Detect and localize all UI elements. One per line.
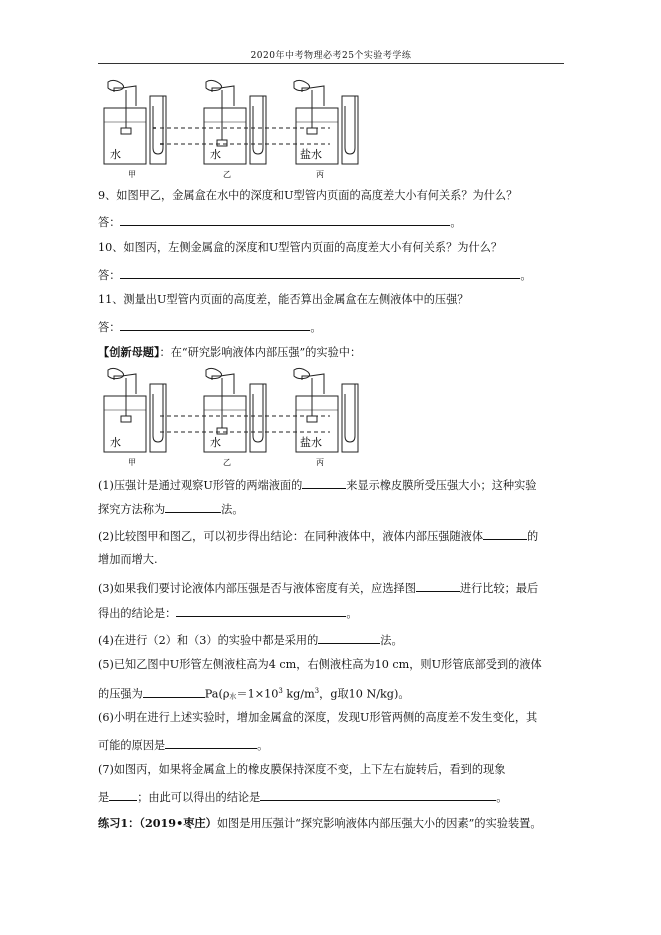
item-5-text-c: Pa(ρ (204, 687, 230, 701)
innovation-heading (98, 344, 568, 361)
item-1-text-c: 探究方法称为 (98, 503, 166, 516)
item-6-text-c: 。 (257, 739, 269, 752)
item-6-text-b: 可能的原因是 (98, 739, 166, 752)
item-7-line-2 (98, 788, 568, 806)
fig1-saltwater-label: 盐水 (300, 148, 322, 161)
item-5-text-e: ＝1×10 (236, 687, 279, 701)
item-7-text-c: ；由此可以得出的结论是 (137, 791, 261, 804)
item-5-sup-m3: 3 (314, 687, 320, 695)
fig2-saltwater-label: 盐水 (300, 436, 322, 449)
period: 。 (310, 321, 322, 334)
question-9 (98, 188, 568, 204)
fig1-caption-yi: 乙 (223, 170, 231, 178)
fig1-caption-bing: 丙 (316, 170, 324, 178)
item-2-line-2 (98, 552, 568, 568)
item-1-line-1 (98, 476, 568, 494)
page-header: 2020年中考物理必考25个实验考学练 (250, 51, 412, 61)
item-7-blank-1[interactable] (109, 788, 137, 801)
fig1-water-label-b: 水 (210, 148, 221, 161)
innovation-intro: ：在“研究影响液体内部压强”的实验中： (159, 346, 362, 359)
fig2-water-label-a: 水 (110, 436, 121, 449)
item-5-text-g: kg/m (282, 687, 315, 701)
innovation-title: 【创新母题】 (98, 345, 160, 359)
item-5-line-1 (98, 657, 568, 673)
period: 。 (520, 269, 532, 282)
item-7-line-1 (98, 762, 568, 778)
item-6-line-2 (98, 736, 568, 754)
question-10-text: 10、如图丙，左侧金属盒的深度和U型管内页面的高度差大小有何关系？为什么？ (98, 241, 503, 254)
answer-prefix: 答： (98, 321, 121, 334)
item-5-blank[interactable] (143, 685, 205, 698)
fig1-water-label-a: 水 (110, 148, 121, 161)
item-1-text-b: 来显示橡皮膜所受压强大小；这种实验 (346, 479, 537, 492)
item-1-blank-1[interactable] (302, 476, 346, 489)
item-3-text-a: (3)如果我们要讨论液体内部压强是否与液体密度有关，应选择图 (98, 582, 416, 595)
item-3-line-1 (98, 579, 568, 597)
question-11 (98, 292, 568, 308)
item-7-text-a: (7)如图丙，如果将金属盒上的橡皮膜保持深度不变，上下左右旋转后，看到的现象 (98, 763, 506, 776)
experiment-figure-2 (98, 366, 398, 466)
fig2-caption-bing: 丙 (316, 458, 324, 466)
item-7-text-b: 是 (98, 791, 110, 804)
practice-text: 如图是用压强计“探究影响液体内部压强大小的因素”的实验装置。 (216, 817, 542, 830)
item-2-line-1 (98, 527, 568, 545)
fig2-water-label-b: 水 (210, 436, 221, 449)
answer-prefix: 答： (98, 269, 121, 282)
question-11-answer (98, 318, 568, 336)
answer-blank[interactable] (120, 318, 310, 331)
item-5-text-b: 的压强为 (98, 687, 143, 701)
item-4-line (98, 631, 568, 649)
header-rule (98, 63, 564, 64)
item-6-line-1 (98, 710, 568, 726)
item-4-text-b: 法。 (380, 634, 403, 647)
item-3-text-d: 。 (346, 607, 358, 620)
question-11-text: 11、测量出U型管内页面的高度差，能否算出金属盒在左侧液体中的压强？ (98, 293, 469, 306)
item-5-text-a: (5)已知乙图中U形管左侧液柱高为4 cm，右侧液柱高为10 cm，则U形管底部受到的液体 (98, 658, 542, 671)
practice-source: （2019•枣庄） (139, 816, 217, 830)
experiment-figure-svg-2 (98, 366, 398, 466)
item-3-text-b: 进行比较；最后 (459, 582, 539, 595)
item-5-sup-3: 3 (278, 687, 283, 695)
answer-blank[interactable] (120, 213, 450, 226)
period: 。 (450, 216, 462, 229)
item-3-blank-1[interactable] (416, 579, 460, 592)
answer-prefix: 答： (98, 216, 121, 229)
question-10-answer (98, 266, 568, 284)
item-6-text-a: (6)小明在进行上述实验时，增加金属盒的深度，发现U形管两侧的高度差不发生变化，其 (98, 711, 538, 724)
item-1-line-2 (98, 500, 568, 518)
item-2-text-c: 增加而增大. (98, 553, 158, 566)
practice-label: 练习1： (98, 816, 140, 830)
item-6-blank[interactable] (165, 736, 257, 749)
item-1-blank-2[interactable] (165, 500, 221, 513)
item-5-line-2 (98, 683, 568, 705)
item-3-line-2 (98, 604, 568, 622)
item-7-blank-2[interactable] (260, 788, 496, 801)
experiment-figure-1 (98, 78, 398, 178)
item-1-text-d: 法。 (221, 503, 244, 516)
item-5-text-i: ，g取10 N/kg)。 (319, 687, 410, 701)
item-5-sub-water: 水 (229, 692, 237, 701)
experiment-figure-svg-1 (98, 78, 398, 178)
fig2-caption-yi: 乙 (223, 458, 231, 466)
question-9-text: 9、如图甲乙，金属盒在水中的深度和U型管内页面的高度差大小有何关系？为什么？ (98, 189, 518, 202)
item-2-text-a: (2)比较图甲和图乙，可以初步得出结论：在同种液体中，液体内部压强随液体 (98, 530, 484, 543)
item-4-blank[interactable] (318, 631, 380, 644)
practice-1 (98, 815, 568, 832)
question-10 (98, 240, 568, 256)
item-2-text-b: 的 (527, 530, 539, 543)
item-3-blank-2[interactable] (176, 604, 346, 617)
fig1-caption-jia: 甲 (128, 170, 136, 178)
item-4-text-a: (4)在进行（2）和（3）的实验中都是采用的 (98, 634, 319, 647)
item-1-text-a: (1)压强计是通过观察U形管的两端液面的 (98, 479, 303, 492)
item-7-text-d: 。 (496, 791, 508, 804)
item-3-text-c: 得出的结论是： (98, 607, 177, 620)
item-2-blank[interactable] (483, 527, 527, 540)
question-9-answer (98, 213, 568, 231)
fig2-caption-jia: 甲 (128, 458, 136, 466)
answer-blank[interactable] (120, 266, 520, 279)
